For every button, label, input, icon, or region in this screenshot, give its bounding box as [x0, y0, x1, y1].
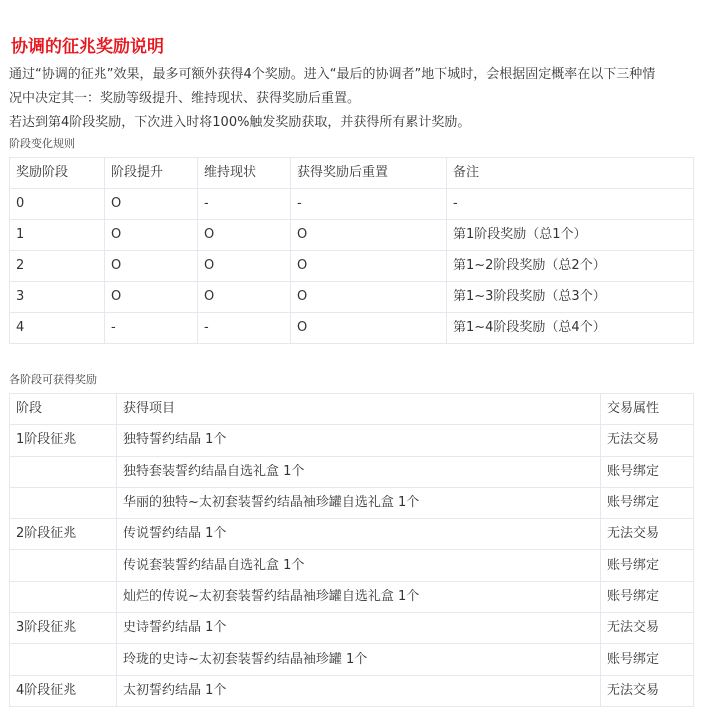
table-cell: 独特套装誓约结晶自选礼盒 1个	[117, 456, 601, 487]
stage-rewards-header-row	[10, 394, 694, 425]
stage-rules-header-row	[10, 158, 694, 189]
table-cell: 第1~4阶段奖励（总4个）	[447, 313, 694, 344]
intro-paragraph-line-2: 况中决定其一：奖励等级提升、维持现状、获得奖励后重置。	[9, 91, 361, 106]
table-cell: 灿烂的传说~太初套装誓约结晶袖珍罐自选礼盒 1个	[117, 581, 601, 612]
table-cell: O	[291, 282, 447, 313]
table-row	[10, 581, 694, 612]
table-cell: 第1~2阶段奖励（总2个）	[447, 251, 694, 282]
table-cell: O	[105, 189, 198, 220]
table-row	[10, 644, 694, 675]
stage-rules-caption: 阶段变化规则	[9, 137, 75, 150]
table-row	[10, 550, 694, 581]
intro-paragraph-line-1: 通过“协调的征兆”效果，最多可额外获得4个奖励。进入“最后的协调者”地下城时，会根据固定概率在以下三种情	[9, 67, 656, 82]
table-cell: 史诗誓约结晶 1个	[117, 613, 601, 644]
page-title: 协调的征兆奖励说明	[11, 37, 164, 57]
table-row	[10, 613, 694, 644]
table-cell: 独特誓约结晶 1个	[117, 425, 601, 456]
table-row	[10, 519, 694, 550]
table-cell: 账号绑定	[601, 487, 694, 518]
stage-rules-header-cell: 阶段提升	[105, 158, 198, 189]
table-cell: O	[291, 313, 447, 344]
table-cell: 1阶段征兆	[10, 425, 117, 456]
table-cell: O	[198, 251, 291, 282]
table-cell: 0	[10, 189, 105, 220]
table-cell: O	[105, 220, 198, 251]
table-cell: 1	[10, 220, 105, 251]
table-cell: -	[198, 313, 291, 344]
table-cell: 4	[10, 313, 105, 344]
stage-rules-header-cell: 获得奖励后重置	[291, 158, 447, 189]
table-cell: -	[447, 189, 694, 220]
table-row	[10, 456, 694, 487]
table-cell: 无法交易	[601, 613, 694, 644]
table-row	[10, 487, 694, 518]
stage-rules-table	[9, 157, 694, 344]
table-cell: 传说套装誓约结晶自选礼盒 1个	[117, 550, 601, 581]
table-cell: 3阶段征兆	[10, 613, 117, 644]
table-cell: 无法交易	[601, 425, 694, 456]
table-row	[10, 313, 694, 344]
table-row	[10, 220, 694, 251]
table-cell: -	[198, 189, 291, 220]
table-cell: 账号绑定	[601, 644, 694, 675]
table-cell	[10, 550, 117, 581]
stage-rules-header-cell: 维持现状	[198, 158, 291, 189]
table-row	[10, 251, 694, 282]
table-cell: 4阶段征兆	[10, 675, 117, 706]
table-cell: 2	[10, 251, 105, 282]
table-row	[10, 675, 694, 706]
table-cell: 3	[10, 282, 105, 313]
table-cell: O	[105, 251, 198, 282]
stage-rewards-header-cell: 交易属性	[601, 394, 694, 425]
table-cell: 玲珑的史诗~太初套装誓约结晶袖珍罐 1个	[117, 644, 601, 675]
table-cell: 2阶段征兆	[10, 519, 117, 550]
table-cell: O	[291, 220, 447, 251]
stage-rewards-table	[9, 393, 694, 707]
table-cell	[10, 487, 117, 518]
table-row	[10, 189, 694, 220]
table-cell: 无法交易	[601, 675, 694, 706]
stage-rules-header-cell: 奖励阶段	[10, 158, 105, 189]
table-row	[10, 282, 694, 313]
table-cell: O	[198, 282, 291, 313]
table-cell	[10, 456, 117, 487]
table-cell: O	[105, 282, 198, 313]
table-cell: O	[198, 220, 291, 251]
table-cell	[10, 581, 117, 612]
table-cell: 太初誓约结晶 1个	[117, 675, 601, 706]
stage-rules-header-cell: 备注	[447, 158, 694, 189]
table-cell: 账号绑定	[601, 456, 694, 487]
stage-rewards-header-cell: 获得项目	[117, 394, 601, 425]
table-cell: 华丽的独特~太初套装誓约结晶袖珍罐自选礼盒 1个	[117, 487, 601, 518]
stage-rewards-caption: 各阶段可获得奖励	[9, 373, 97, 386]
table-cell: -	[105, 313, 198, 344]
intro-paragraph-line-3: 若达到第4阶段奖励，下次进入时将100%触发奖励获取，并获得所有累计奖励。	[9, 115, 471, 130]
table-cell: 第1阶段奖励（总1个）	[447, 220, 694, 251]
table-cell: 账号绑定	[601, 581, 694, 612]
table-cell: 第1~3阶段奖励（总3个）	[447, 282, 694, 313]
table-cell: 无法交易	[601, 519, 694, 550]
table-row	[10, 425, 694, 456]
table-cell: -	[291, 189, 447, 220]
table-cell: O	[291, 251, 447, 282]
table-cell: 传说誓约结晶 1个	[117, 519, 601, 550]
table-cell: 账号绑定	[601, 550, 694, 581]
table-cell	[10, 644, 117, 675]
stage-rewards-header-cell: 阶段	[10, 394, 117, 425]
